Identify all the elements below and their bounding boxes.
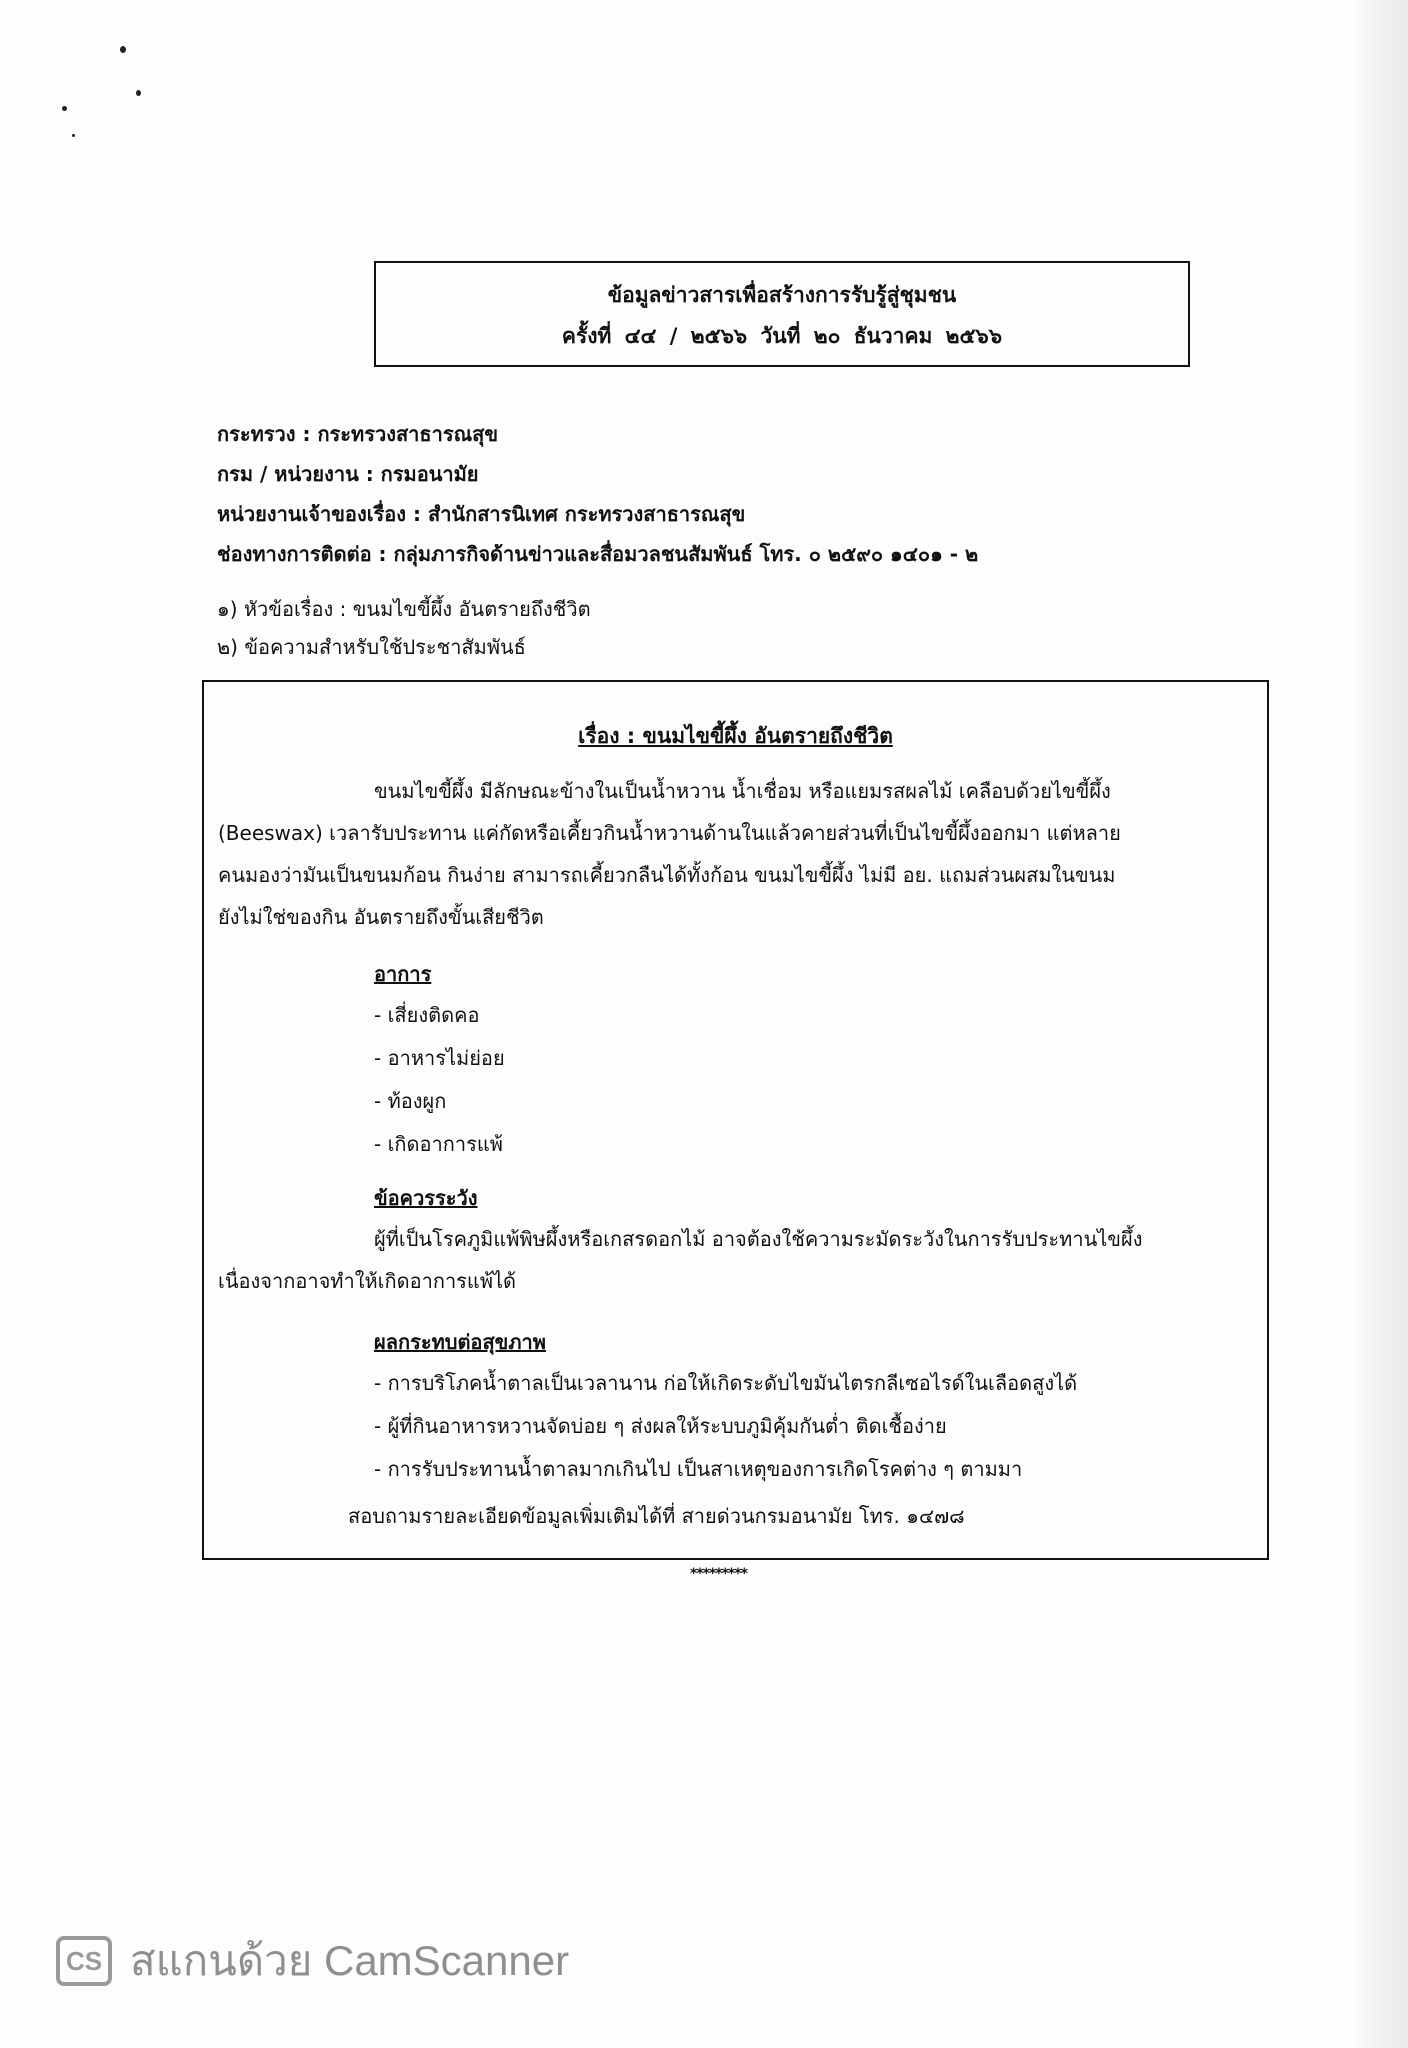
meta-department: กรม / หน่วยงาน : กรมอนามัย — [217, 462, 479, 486]
symptom-item: - เกิดอาการแพ้ — [374, 1132, 503, 1156]
symptoms-heading: อาการ — [374, 962, 432, 986]
item-pr-text: ๒) ข้อความสำหรับใช้ประชาสัมพันธ์ — [217, 635, 526, 659]
intro-line: คนมองว่ามันเป็นขนมก้อน กินง่าย สามารถเคี้ยวกลืนได้ทั้งก้อน ขนมไขขี้ผึ้ง ไม่มี อย. แถมส่วนผสมในขนม — [218, 863, 1116, 887]
caution-line: เนื่องจากอาจทำให้เกิดอาการแพ้ได้ — [218, 1269, 517, 1293]
intro-paragraph — [218, 770, 1254, 938]
intro-line: (Beeswax) เวลารับประทาน แค่กัดหรือเคี้ยวกินน้ำหวานด้านในแล้วคายส่วนที่เป็นไขขี้ผึ้งออกมา แต่หลาย — [218, 821, 1121, 845]
story-title: เรื่อง : ขนมไขขี้ผึ้ง อันตรายถึงชีวิต — [578, 724, 893, 748]
content-box — [202, 680, 1269, 1560]
item-topic: ๑) หัวข้อเรื่อง : ขนมไขขี้ผึ้ง อันตรายถึงชีวิต — [217, 597, 591, 621]
symptom-item: - อาหารไม่ย่อย — [374, 1046, 505, 1070]
header-title: ข้อมูลข่าวสารเพื่อสร้างการรับรู้สู่ชุมชน — [607, 283, 957, 307]
health-effect-item: - ผู้ที่กินอาหารหวานจัดบ่อย ๆ ส่งผลให้ระบบภูมิคุ้มกันต่ำ ติดเชื้อง่าย — [374, 1414, 947, 1438]
camscanner-watermark — [56, 1937, 569, 1985]
dust-speck — [62, 106, 67, 111]
caution-heading: ข้อควรระวัง — [374, 1186, 478, 1210]
watermark-text: สแกนด้วย CamScanner — [130, 1937, 570, 1984]
meta-contact: ช่องทางการติดต่อ : กลุ่มภารกิจด้านข่าวและสื่อมวลชนสัมพันธ์ โทร. ๐ ๒๕๙๐ ๑๔๐๑ - ๒ — [217, 542, 979, 566]
meta-ministry: กระทรวง : กระทรวงสาธารณสุข — [217, 422, 499, 446]
meta-block — [217, 414, 978, 574]
caution-heading-block — [374, 1178, 478, 1218]
page-edge-shadow — [1348, 0, 1408, 2048]
dust-speck — [72, 134, 75, 137]
header-issue-line: ครั้งที่ ๔๔ / ๒๕๖๖ วันที่ ๒๐ ธันวาคม ๒๕๖๖ — [561, 324, 1003, 348]
symptoms-section — [374, 954, 505, 1166]
health-effect-item: - การรับประทานน้ำตาลมากเกินไป เป็นสาเหตุของการเกิดโรคต่าง ๆ ตามมา — [374, 1457, 1023, 1481]
header-box — [374, 261, 1190, 367]
intro-line: ขนมไขขี้ผึ้ง มีลักษณะข้างในเป็นน้ำหวาน น้ำเชื่อม หรือแยมรสผลไม้ เคลือบด้วยไขขี้ผึ้ง — [374, 779, 1111, 803]
hotline-note: สอบถามรายละเอียดข้อมูลเพิ่มเติมได้ที่ สายด่วนกรมอนามัย โทร. ๑๔๗๘ — [348, 1504, 965, 1528]
health-effects-section — [374, 1322, 1077, 1491]
symptom-item: - เสี่ยงติดคอ — [374, 1003, 480, 1027]
dust-speck — [136, 90, 141, 96]
meta-owner: หน่วยงานเจ้าของเรื่อง : สำนักสารนิเทศ กระทรวงสาธารณสุข — [217, 502, 746, 526]
items-block — [217, 590, 591, 666]
caution-line: ผู้ที่เป็นโรคภูมิแพ้พิษผึ้งหรือเกสรดอกไม้ อาจต้องใช้ความระมัดระวังในการรับประทานไขผึ้ง — [374, 1227, 1143, 1251]
health-effects-heading: ผลกระทบต่อสุขภาพ — [374, 1330, 546, 1354]
caution-paragraph — [218, 1218, 1254, 1302]
symptom-item: - ท้องผูก — [374, 1089, 447, 1113]
end-mark: ********* — [690, 1566, 747, 1582]
health-effect-item: - การบริโภคน้ำตาลเป็นเวลานาน ก่อให้เกิดระดับไขมันไตรกลีเซอไรด์ในเลือดสูงได้ — [374, 1371, 1078, 1395]
intro-line: ยังไม่ใช่ของกิน อันตรายถึงขั้นเสียชีวิต — [218, 905, 544, 929]
dust-speck — [120, 46, 126, 53]
camscanner-logo-icon: CS — [56, 1936, 112, 1986]
